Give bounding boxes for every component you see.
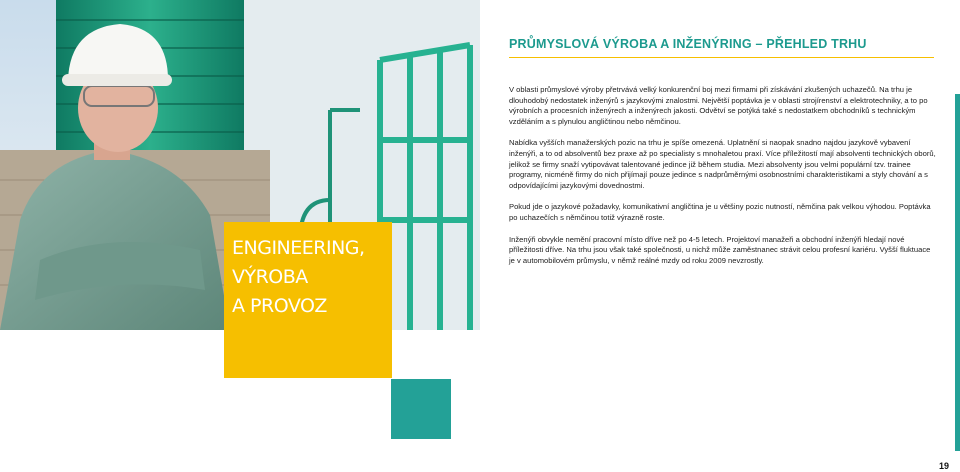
side-accent-bar xyxy=(955,94,960,451)
page-heading: PRŮMYSLOVÁ VÝROBA A INŽENÝRING – PŘEHLED TRHU xyxy=(509,37,867,51)
paragraph: V oblasti průmyslové výroby přetrvává velký konkurenční boj mezi firmami při získávání zkušených uchazečů. Na trhu je dlouhodobý nedostatek inženýrů s jazykovými znalostmi. Největší poptávka je v oblasti strojírenství a elektrotechniky, a to po výrobních a procesních inženýrech a inženýrech jakosti. Odvětví se potýká také s nedostatkem obchodníků s technickým vzděláním a s plynulou angličtinou nebo němčinou. xyxy=(509,85,928,126)
page-number: 19 xyxy=(939,461,950,471)
section-title-line: ENGINEERING, xyxy=(232,237,365,259)
paragraph: Pokud jde o jazykové požadavky, komunikativní angličtina je u většiny pozic nutností, němčina pak velkou výhodou. Poptávka po uchazečích s němčinou totiž výrazně roste. xyxy=(509,202,931,222)
section-title xyxy=(232,234,365,321)
heading-underline xyxy=(509,57,934,58)
body-text xyxy=(509,85,937,277)
paragraph: Nabídka vyšších manažerských pozic na trhu je spíše omezená. Uplatnění si naopak snadno najdou jazykově vybavení inženýři, a to od absolventů bez praxe až po specialisty s mnohaletou praxí. Více příležitostí mají absolventi technických oborů, jelikož se firmy snaží vytipovávat talentované jedince již během studia. Mezi absolventy jsou velmi populární tzv. trainee programy, nicméně firmy do nich přijímají pouze jedince s nadprůměrnými osobnostními charakteristikami a styly chování a s odpovídajícími jazykovými dovednostmi. xyxy=(509,138,936,190)
section-title-line: VÝROBA xyxy=(232,266,308,288)
paragraph: Inženýři obvykle nemění pracovní místo dříve než po 4-5 letech. Projektoví manažeři a obchodní inženýři hledají nové příležitosti dříve. Na trhu jsou však také společnosti, u nichž může zaměstnanec strávit celou profesní kariéru. Vyšší fluktuace je v automobilovém průmyslu, v němž reálné mzdy od roku 2009 nevzrostly. xyxy=(509,234,931,265)
teal-accent-square xyxy=(391,379,451,439)
section-title-line: A PROVOZ xyxy=(232,295,327,317)
